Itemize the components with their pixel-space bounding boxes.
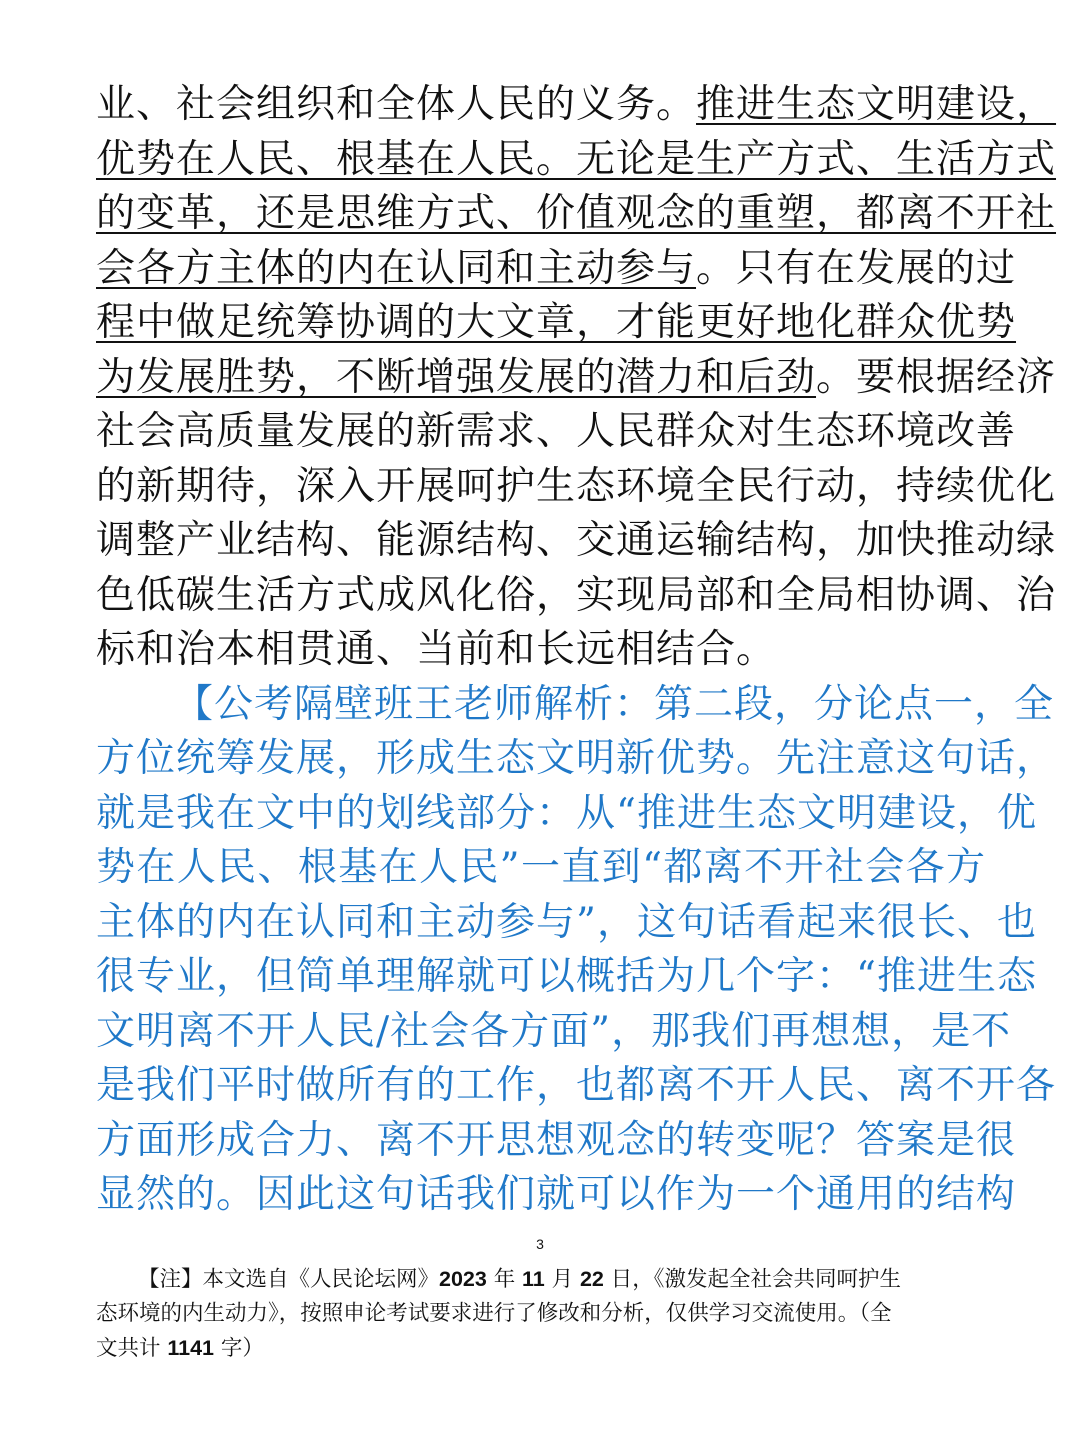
page-number: 3 — [536, 1236, 544, 1252]
underlined-text: 会各方主体的内在认同和主动参与 — [96, 245, 697, 291]
body-line: 业、社会组织和全体人民的义务。推进生态文明建设， — [96, 82, 1057, 127]
underlined-text: 优势在人民、根基在人民。无论是生产方式、生活方式 — [96, 136, 1057, 182]
footnote-line: 态环境的内生动力》，按照申论考试要求进行了修改和分析，仅供学习交流使用。（全 — [96, 1301, 892, 1326]
underlined-text: 推进生态文明建设， — [696, 82, 1057, 127]
body-line: 调整产业结构、能源结构、交通运输结构，加快推动绿 — [96, 518, 1057, 563]
body-line — [96, 296, 1017, 351]
document-page — [96, 78, 1057, 1223]
body-line: 的新期待，深入开展呵护生态环境全民行动，持续优化 — [96, 463, 1057, 509]
body-line: 会各方主体的内在认同和主动参与。只有在发展的过 — [96, 245, 1017, 291]
footnote — [96, 1262, 986, 1366]
body-line: 色低碳生活方式成风化俗，实现局部和全局相协调、治 — [96, 572, 1057, 618]
analysis-line: 势在人民、根基在人民”一直到“都离不开社会各方 — [96, 845, 986, 890]
analysis-line: 方位统筹发展，形成生态文明新优势。先注意这句话， — [96, 736, 1057, 781]
analysis-line: 显然的。因此这句话我们就可以作为一个通用的结构 — [96, 1172, 1017, 1217]
underlined-text: 程中做足统筹协调的大文章，才能更好地化群众优势 — [96, 300, 1017, 345]
underlined-text: 的变革，还是思维方式、价值观念的重塑，都离不开社 — [96, 191, 1057, 236]
underlined-text: 为发展胜势，不断增强发展的潜力和后劲 — [96, 354, 817, 400]
analysis-line: 就是我在文中的划线部分：从“推进生态文明建设，优 — [96, 790, 1037, 836]
analysis-line: 文明离不开人民/社会各方面”，那我们再想想，是不 — [96, 1008, 1012, 1054]
analysis-line: 【公考隔壁班王老师解析：第二段，分论点一，全 — [174, 681, 1055, 727]
footnote-line: 【注】本文选自《人民论坛网》2023 年 11 月 22 日，《激发起全社会共同呵护生 — [138, 1267, 901, 1292]
analysis-paragraph — [96, 678, 1057, 1223]
body-line: 标和治本相贯通、当前和长远相结合。 — [96, 627, 777, 672]
body-line: 社会高质量发展的新需求、人民群众对生态环境改善 — [96, 409, 1017, 454]
analysis-line: 方面形成合力、离不开思想观念的转变呢？答案是很 — [96, 1117, 1017, 1163]
body-line — [96, 187, 1057, 242]
analysis-line: 很专业，但简单理解就可以概括为几个字：“推进生态 — [96, 954, 1037, 999]
body-paragraph — [96, 78, 1057, 678]
footnote-line: 文共计 1141 字） — [96, 1336, 264, 1361]
body-line: 为发展胜势，不断增强发展的潜力和后劲。要根据经济 — [96, 354, 1057, 400]
analysis-line: 是我们平时做所有的工作，也都离不开人民、离不开各 — [96, 1063, 1057, 1108]
body-line — [96, 133, 1057, 188]
analysis-line: 主体的内在认同和主动参与”，这句话看起来很长、也 — [96, 899, 1037, 945]
